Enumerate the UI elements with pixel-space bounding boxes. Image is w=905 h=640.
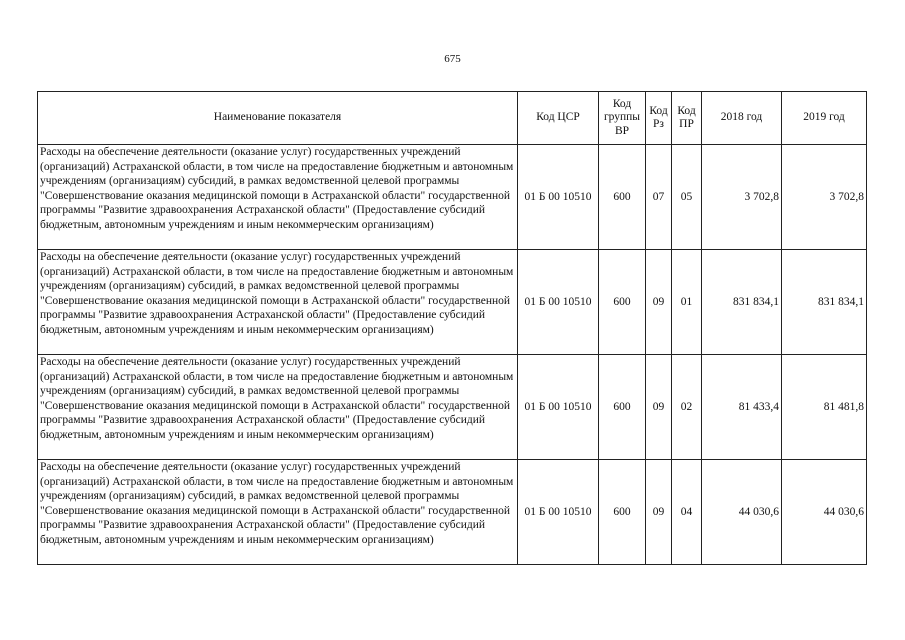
row-rz: 07	[646, 145, 672, 250]
row-rz: 09	[646, 250, 672, 355]
row-csr: 01 Б 00 10510	[518, 145, 599, 250]
row-vr: 600	[599, 145, 646, 250]
row-name: Расходы на обеспечение деятельности (оказание услуг) государственных учреждений (организаций) Астраханской области, в том числе на предоставление бюджетным и автономным учреждениям (организациям) субсидий, в рамках ведомственной целевой программы "Совершенствование оказания медицинской помощи в Астраханской области" государственной программы "Развитие здравоохранения Астраханской области" (Предоставление субсидий бюджетным, автономным учреждениям и иным некоммерческим организациям)	[38, 355, 518, 460]
row-2018: 81 433,4	[702, 355, 782, 460]
row-csr: 01 Б 00 10510	[518, 460, 599, 565]
row-rz: 09	[646, 355, 672, 460]
row-vr: 600	[599, 460, 646, 565]
header-pr: Код ПР	[672, 92, 702, 145]
header-name: Наименование показателя	[38, 92, 518, 145]
row-csr: 01 Б 00 10510	[518, 355, 599, 460]
header-vr: Код группы ВР	[599, 92, 646, 145]
row-name: Расходы на обеспечение деятельности (оказание услуг) государственных учреждений (организаций) Астраханской области, в том числе на предоставление бюджетным и автономным учреждениям (организациям) субсидий, в рамках ведомственной целевой программы "Совершенствование оказания медицинской помощи в Астраханской области" государственной программы "Развитие здравоохранения Астраханской области" (Предоставление субсидий бюджетным, автономным учреждениям и иным некоммерческим организациям)	[38, 250, 518, 355]
page-number: 675	[444, 53, 461, 65]
row-pr: 04	[672, 460, 702, 565]
row-csr: 01 Б 00 10510	[518, 250, 599, 355]
budget-table	[37, 91, 867, 565]
row-2019: 831 834,1	[782, 250, 867, 355]
row-vr: 600	[599, 250, 646, 355]
row-2019: 44 030,6	[782, 460, 867, 565]
header-rz: Код Рз	[646, 92, 672, 145]
header-2019: 2019 год	[782, 92, 867, 145]
header-2018: 2018 год	[702, 92, 782, 145]
table-header-row	[38, 92, 867, 145]
row-vr: 600	[599, 355, 646, 460]
table-row	[38, 145, 867, 250]
row-pr: 05	[672, 145, 702, 250]
table-row	[38, 460, 867, 565]
table-row	[38, 250, 867, 355]
header-csr: Код ЦСР	[518, 92, 599, 145]
row-2018: 3 702,8	[702, 145, 782, 250]
row-name: Расходы на обеспечение деятельности (оказание услуг) государственных учреждений (организаций) Астраханской области, в том числе на предоставление бюджетным и автономным учреждениям (организациям) субсидий, в рамках ведомственной целевой программы "Совершенствование оказания медицинской помощи в Астраханской области" государственной программы "Развитие здравоохранения Астраханской области" (Предоставление субсидий бюджетным, автономным учреждениям и иным некоммерческим организациям)	[38, 460, 518, 565]
row-2018: 44 030,6	[702, 460, 782, 565]
row-name: Расходы на обеспечение деятельности (оказание услуг) государственных учреждений (организаций) Астраханской области, в том числе на предоставление бюджетным и автономным учреждениям (организациям) субсидий, в рамках ведомственной целевой программы "Совершенствование оказания медицинской помощи в Астраханской области" государственной программы "Развитие здравоохранения Астраханской области" (Предоставление субсидий бюджетным, автономным учреждениям и иным некоммерческим организациям)	[38, 145, 518, 250]
row-rz: 09	[646, 460, 672, 565]
table-row	[38, 355, 867, 460]
row-pr: 02	[672, 355, 702, 460]
row-2019: 81 481,8	[782, 355, 867, 460]
row-2018: 831 834,1	[702, 250, 782, 355]
row-pr: 01	[672, 250, 702, 355]
row-2019: 3 702,8	[782, 145, 867, 250]
